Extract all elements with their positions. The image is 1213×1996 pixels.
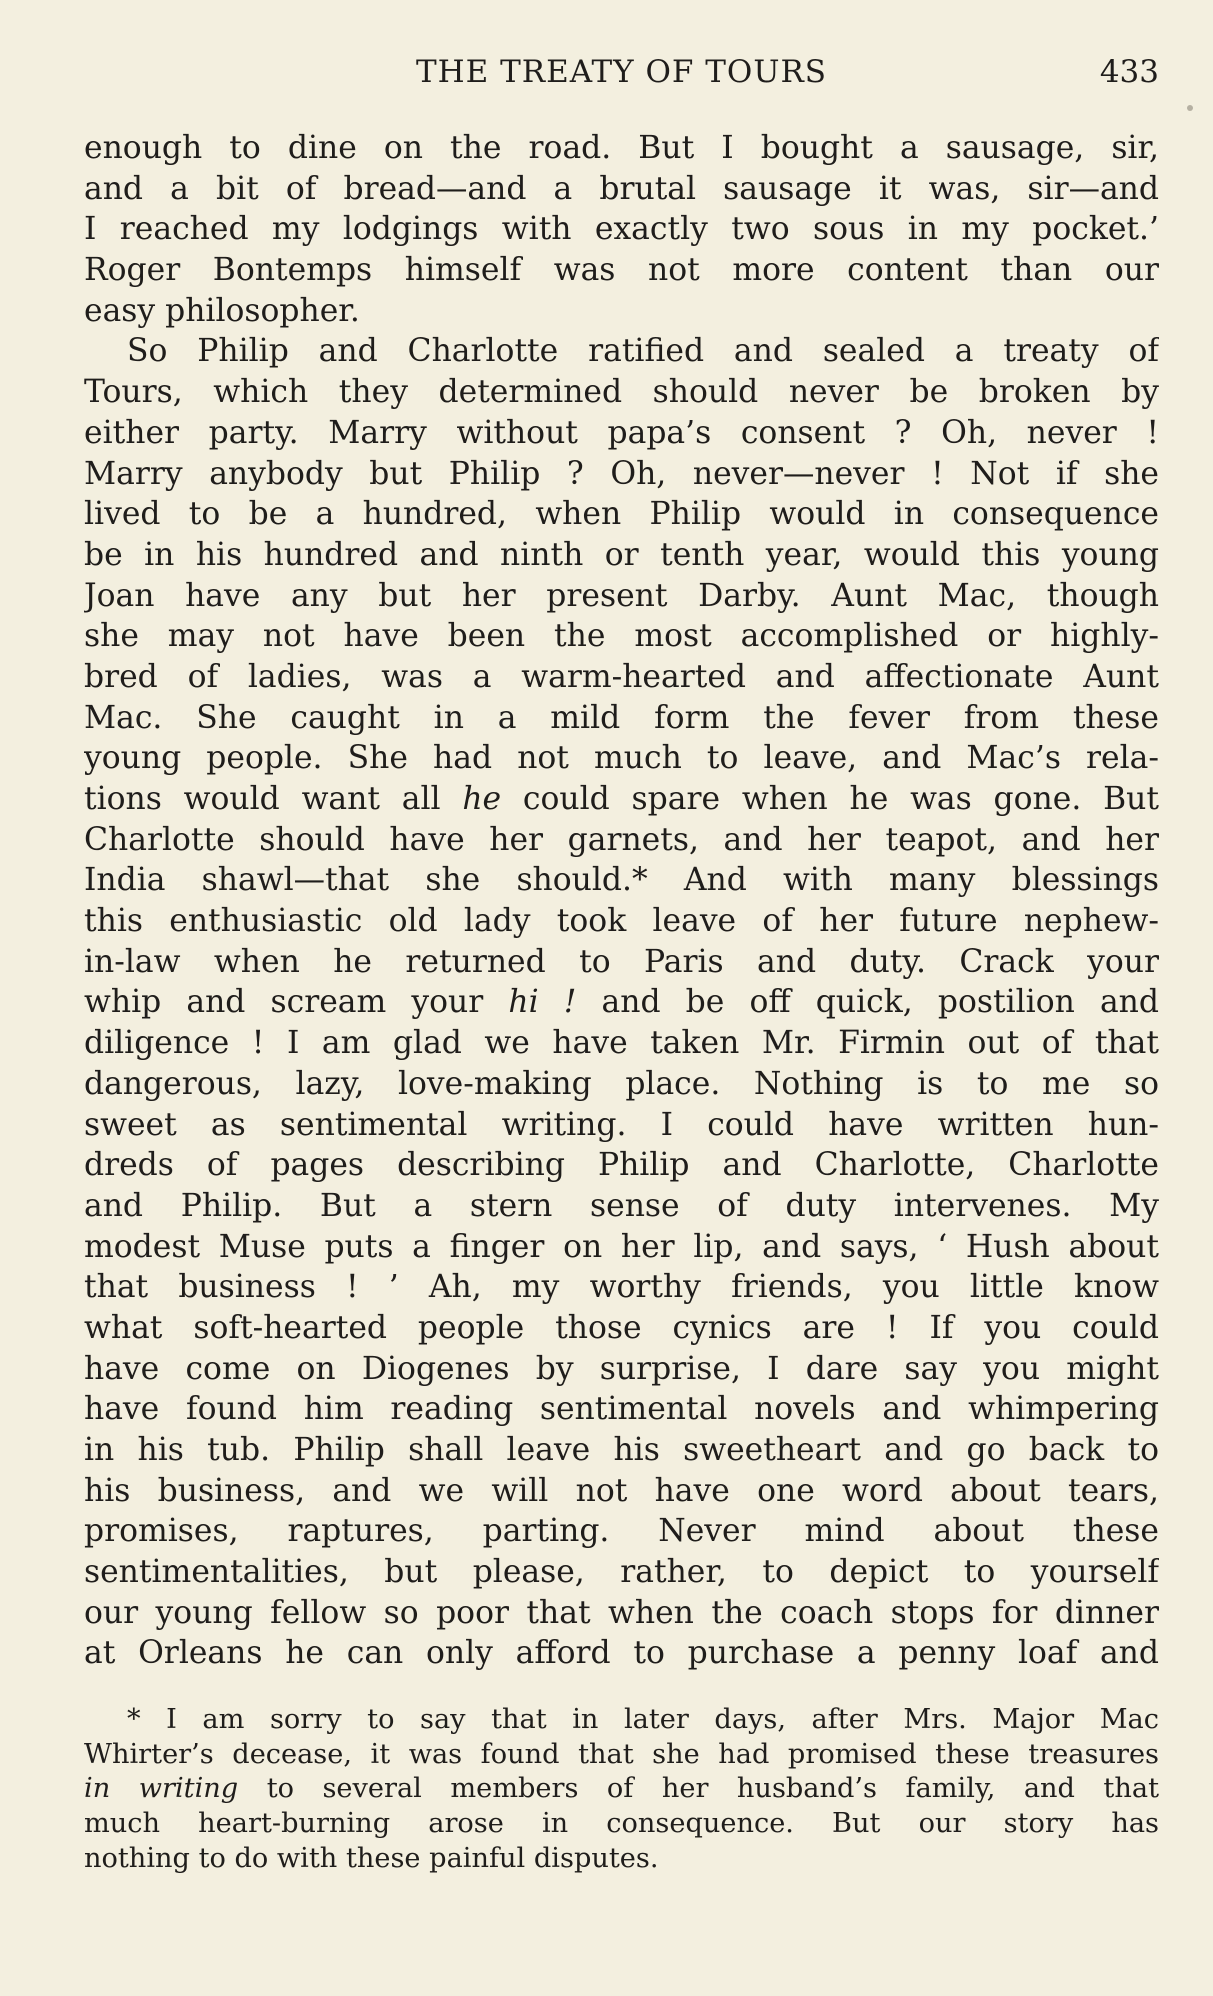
text-line: that business ! ’ Ah, my worthy friends, you little know [84,1269,1159,1306]
text-line: promises, raptures, parting. Never mind about these [84,1513,1159,1550]
text-line: Marry anybody but Philip ? Oh, never—never ! Not if she [84,455,1159,492]
text-line: sweet as sentimental writing. I could have written hun- [84,1106,1159,1143]
margin-speck [1187,105,1193,111]
text-line: have found him reading sentimental novels and whimpering [84,1391,1159,1428]
text-line: and a bit of bread—and a brutal sausage it was, sir—and [84,170,1159,207]
italic-word: in writing [84,1773,239,1805]
text-line: and Philip. But a stern sense of duty intervenes. My [84,1187,1159,1224]
text-line: modest Muse puts a finger on her lip, and says, ‘ Hush about [84,1228,1159,1265]
text-line: in-law when he returned to Paris and duty. Crack your [84,943,1159,980]
text-line: easy philosopher. [84,292,360,329]
text-line: Roger Bontemps himself was not more content than our [84,252,1159,289]
text-line: our young fellow so poor that when the coach stops for dinner [84,1594,1159,1631]
text-line: I reached my lodgings with exactly two sous in my pocket.’ [84,211,1159,248]
text-line [84,779,1159,820]
text-line: India shawl—that she should.* And with many blessings [84,862,1159,899]
italic-word: hi ! [508,984,577,1021]
line-part: whip and scream your [84,984,509,1021]
text-line: this enthusiastic old lady took leave of her future nephew- [84,903,1159,940]
text-line: Mac. She caught in a mild form the fever from these [84,699,1159,736]
text-line: bred of ladies, was a warm-hearted and affectionate Aunt [84,658,1159,695]
footnote-line: much heart-burning arose in consequence. But our story has [84,1808,1159,1840]
text-line: So Philip and Charlotte ratified and sealed a treaty of [127,333,1159,370]
text-line [84,982,1159,1023]
text-line: Joan have any but her present Darby. Aunt Mac, though [84,577,1159,614]
italic-word: he [462,781,502,817]
text-line: Tours, which they determined should never be broken by [84,374,1159,411]
text-line: at Orleans he can only afford to purchase a penny loaf and [84,1635,1159,1672]
text-line: have come on Diogenes by surprise, I dare say you might [84,1350,1159,1387]
line-part: tions would want all [84,781,463,817]
text-line: enough to dine on the road. But I bought a sausage, sir, [84,130,1159,166]
running-header [84,52,1159,92]
text-line: dreds of pages describing Philip and Charlotte, Charlotte [84,1147,1159,1184]
footnote-line: nothing to do with these painful disputes. [84,1842,659,1874]
text-line: young people. She had not much to leave, and Mac’s rela- [84,740,1159,777]
text-line: lived to be a hundred, when Philip would in consequence [84,496,1159,533]
footnote [84,1703,1159,1876]
text-line: dangerous, lazy, love-making place. Nothing is to me so [84,1065,1159,1102]
text-line: his business, and we will not have one word about tears, [84,1472,1159,1509]
line-part: could spare when he was gone. But [501,781,1159,817]
footnote-line: * I am sorry to say that in later days, after Mrs. Major Mac [127,1704,1159,1735]
text-line: either party. Marry without papa’s consent ? Oh, never ! [84,414,1159,451]
text-line: Charlotte should have her garnets, and her teapot, and her [84,821,1159,858]
text-line: what soft-hearted people those cynics are ! If you could [84,1309,1159,1346]
text-line: diligence ! I am glad we have taken Mr. Firmin out of that [84,1025,1159,1062]
page-number: 433 [1099,54,1159,90]
chapter-title: THE TREATY OF TOURS [415,54,828,90]
footnote-line: Whirter’s decease, it was found that she had promised these treasures [84,1738,1159,1770]
text-line: be in his hundred and ninth or tenth year, would this young [84,536,1159,573]
line-part: to several members of her husband’s family, and that [238,1773,1159,1805]
text-line: sentimentalities, but please, rather, to depict to yourself [84,1554,1159,1591]
text-line: in his tub. Philip shall leave his sweetheart and go back to [84,1432,1159,1468]
body-text [84,128,1159,1674]
text-line: she may not have been the most accomplished or highly- [84,618,1159,655]
line-part: and be off quick, postilion and [576,984,1159,1021]
footnote-line [84,1772,1159,1807]
